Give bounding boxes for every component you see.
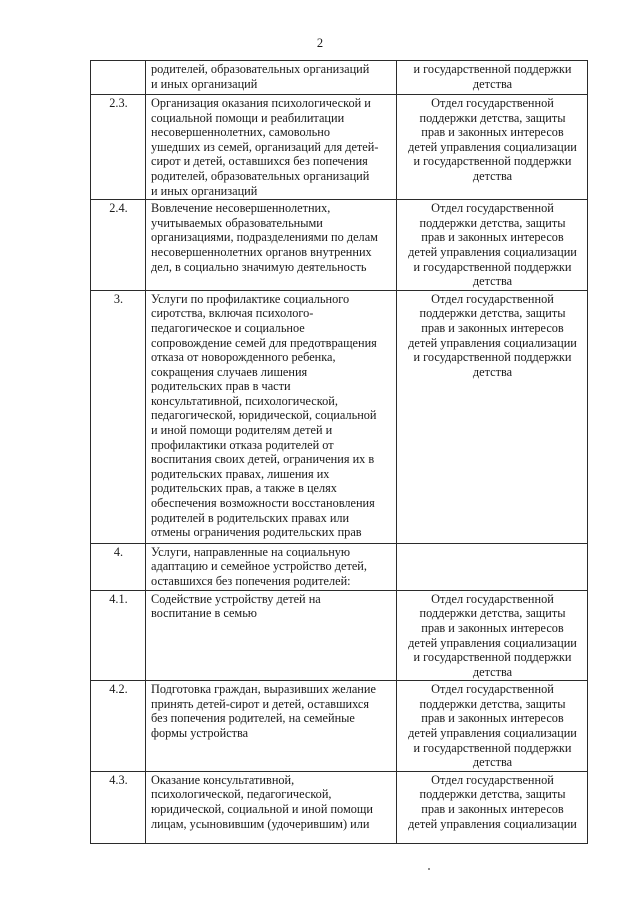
department-line: Отдел государственной: [431, 291, 554, 306]
service-description: [146, 61, 397, 95]
description-line: Вовлечение несовершеннолетних,: [151, 201, 331, 216]
department-line: поддержки детства, защиты: [419, 696, 566, 711]
description-line: обеспечения возможности восстановления: [151, 496, 375, 511]
description-line: Услуги по профилактике социального: [151, 291, 350, 306]
responsible-department: [397, 771, 588, 843]
description-line: родителей, образовательных организаций: [151, 62, 370, 76]
table-row: [91, 200, 588, 291]
description-line: Услуги, направленные на социальную: [151, 544, 351, 559]
description-line: Содействие устройству детей на: [151, 591, 321, 606]
item-number: 4.: [91, 543, 146, 590]
service-description: [146, 771, 397, 843]
description-line: родителей, образовательных организаций: [151, 168, 370, 183]
department-line: и государственной поддержки: [413, 740, 572, 755]
department-line: поддержки детства, защиты: [419, 306, 566, 321]
description-line: психологической, педагогической,: [151, 787, 332, 802]
responsible-department: [397, 590, 588, 681]
department-line: и государственной поддержки: [413, 350, 572, 365]
description-line: сопровождение семей для предотвращения: [151, 335, 377, 350]
department-line: Отдел государственной: [431, 201, 554, 216]
department-line: и государственной поддержки: [413, 650, 572, 665]
description-line: и иных организаций: [151, 183, 258, 198]
description-line: родительских прав, а также в целях: [151, 481, 337, 496]
department-line: детей управления социализации: [408, 335, 577, 350]
description-line: юридической, социальной и иной помощи: [151, 802, 373, 817]
item-number: 4.2.: [91, 681, 146, 772]
department-line: детей управления социализации: [408, 139, 577, 154]
department-line: детства: [472, 168, 513, 183]
table-row: [91, 95, 588, 200]
responsible-department: [397, 61, 588, 95]
description-line: оставшихся без попечения родителей:: [151, 573, 351, 588]
table-row: [91, 543, 588, 590]
service-description: [146, 590, 397, 681]
responsible-department: [397, 681, 588, 772]
department-line: детства: [472, 76, 513, 91]
description-line: учитываемых образовательными: [151, 215, 323, 230]
item-number: 4.1.: [91, 590, 146, 681]
description-line: принять детей-сирот и детей, оставшихся: [151, 696, 370, 711]
description-line: отказа от новорожденного ребенка,: [151, 350, 336, 365]
description-line: ушедших из семей, организаций для детей-: [151, 139, 379, 154]
service-description: [146, 290, 397, 543]
department-line: прав и законных интересов: [421, 320, 564, 335]
description-line: Оказание консультативной,: [151, 772, 295, 787]
description-line: родителей в родительских правах или: [151, 510, 350, 525]
department-line: Отдел государственной: [431, 591, 554, 606]
department-line: детства: [472, 755, 513, 770]
department-line: Отдел государственной: [431, 682, 554, 697]
description-line: организациями, подразделениями по делам: [151, 230, 378, 245]
table-row: [91, 61, 588, 95]
description-line: профилактики отказа родителей от: [151, 437, 334, 452]
department-line: детства: [472, 274, 513, 289]
description-line: формы устройства: [151, 726, 249, 741]
department-line: детей управления социализации: [408, 244, 577, 259]
service-description: [146, 95, 397, 200]
department-line: детей управления социализации: [408, 726, 577, 741]
item-number: 4.3.: [91, 771, 146, 843]
service-description: [146, 543, 397, 590]
scan-speck: [428, 868, 430, 870]
department-line: детства: [472, 664, 513, 679]
description-line: несовершеннолетних, самовольно: [151, 125, 330, 140]
service-description: [146, 681, 397, 772]
department-line: поддержки детства, защиты: [419, 215, 566, 230]
description-line: несовершеннолетних органов внутренних: [151, 244, 372, 259]
description-line: сирот и детей, оставшихся без попечения: [151, 154, 368, 169]
description-line: и иных организаций: [151, 76, 258, 91]
description-line: социальной помощи и реабилитации: [151, 110, 345, 125]
description-line: родительских правах, лишения их: [151, 466, 330, 481]
description-line: Организация оказания психологической и: [151, 96, 371, 110]
department-line: прав и законных интересов: [421, 230, 564, 245]
department-line: и государственной поддержки: [413, 154, 572, 169]
department-line: прав и законных интересов: [421, 125, 564, 140]
responsible-department: [397, 543, 588, 590]
services-table: [90, 60, 588, 844]
department-line: прав и законных интересов: [421, 802, 564, 817]
item-number: 2.4.: [91, 200, 146, 291]
department-line: детей управления социализации: [408, 635, 577, 650]
department-line: прав и законных интересов: [421, 711, 564, 726]
description-line: воспитание в семью: [151, 606, 257, 621]
department-line: детства: [472, 364, 513, 379]
department-line: Отдел государственной: [431, 96, 554, 110]
description-line: педагогическое и социальное: [151, 320, 305, 335]
item-number: 2.3.: [91, 95, 146, 200]
service-description: [146, 200, 397, 291]
table-row: [91, 771, 588, 843]
description-line: сокращения случаев лишения: [151, 364, 308, 379]
page-number: 2: [316, 36, 324, 50]
description-line: адаптацию и семейное устройство детей,: [151, 559, 367, 574]
description-line: родительских прав в части: [151, 379, 291, 394]
table-row: [91, 681, 588, 772]
item-number: 3.: [91, 290, 146, 543]
description-line: отмены ограничения родительских прав: [151, 525, 362, 540]
department-line: Отдел государственной: [431, 772, 554, 787]
description-line: дел, в социально значимую деятельность: [151, 259, 367, 274]
item-number: [91, 61, 146, 95]
department-line: поддержки детства, защиты: [419, 787, 566, 802]
department-line: поддержки детства, защиты: [419, 606, 566, 621]
department-line: и государственной поддержки: [413, 62, 572, 76]
responsible-department: [397, 95, 588, 200]
description-line: и иной помощи родителям детей и: [151, 423, 333, 438]
services-table-body: [91, 61, 588, 844]
description-line: педагогической, юридической, социальной: [151, 408, 377, 423]
description-line: лицам, усыновившим (удочерившим) или: [151, 816, 370, 831]
responsible-department: [397, 200, 588, 291]
table-row: [91, 290, 588, 543]
department-line: и государственной поддержки: [413, 259, 572, 274]
department-line: поддержки детства, защиты: [419, 110, 566, 125]
description-line: сиротства, включая психолого-: [151, 306, 314, 321]
responsible-department: [397, 290, 588, 543]
description-line: консультативной, психологической,: [151, 393, 338, 408]
table-row: [91, 590, 588, 681]
description-line: Подготовка граждан, выразивших желание: [151, 682, 376, 697]
description-line: без попечения родителей, на семейные: [151, 711, 355, 726]
department-line: детей управления социализации: [408, 816, 577, 831]
description-line: воспитания своих детей, ограничения их в: [151, 452, 375, 467]
department-line: прав и законных интересов: [421, 620, 564, 635]
